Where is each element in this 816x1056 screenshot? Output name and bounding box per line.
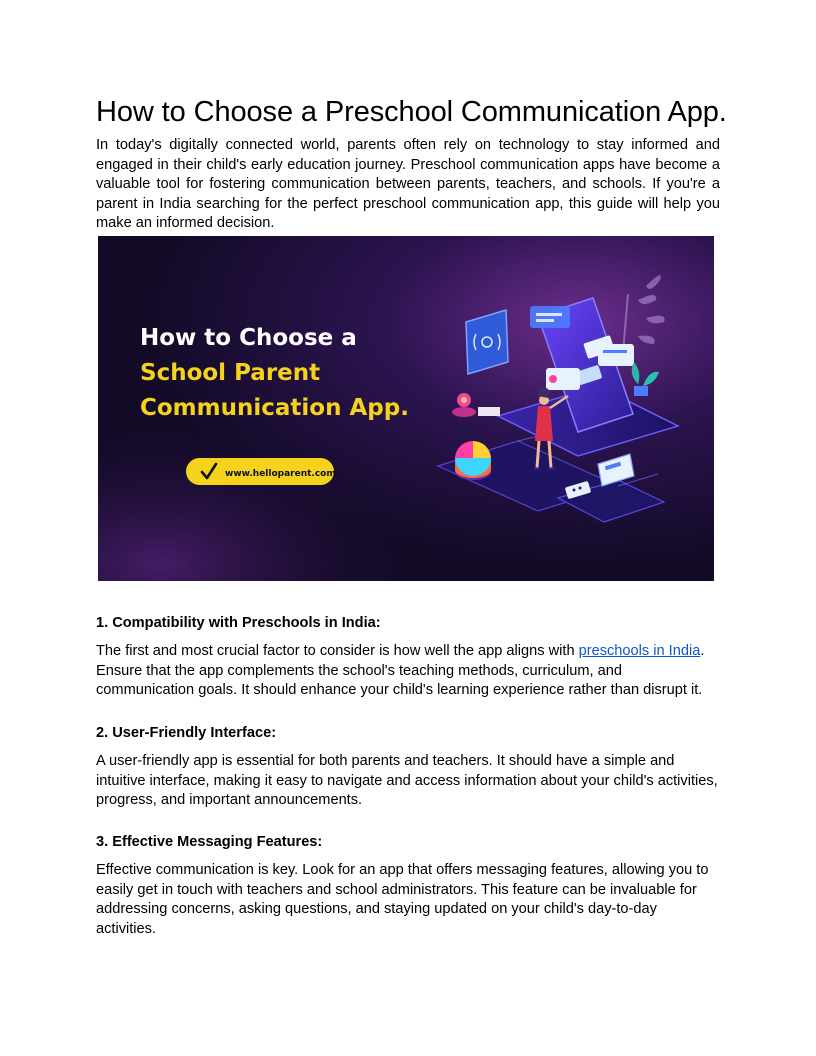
page-title: How to Choose a Preschool Communication App. bbox=[96, 96, 727, 128]
section-compatibility bbox=[96, 614, 720, 701]
intro-paragraph: In today's digitally connected world, parents often rely on technology to stay informed and engaged in their child's early education journey. Preschool communication apps have become a valuable tool for fostering communication between parents, teachers, and schools. If you're a parent in India searching for the perfect preschool communication app, this guide will help you make an informed decision. bbox=[96, 137, 720, 232]
section-paragraph bbox=[96, 642, 720, 701]
section-heading: 1. Compatibility with Preschools in India: bbox=[96, 615, 381, 631]
banner-headline-line2: School Parent bbox=[140, 360, 321, 386]
section-user-friendly bbox=[96, 724, 720, 811]
section-text: The first and most crucial factor to consider is how well the app aligns with bbox=[96, 643, 579, 659]
section-messaging bbox=[96, 833, 720, 939]
section-paragraph: Effective communication is key. Look for an app that offers messaging features, allowing you to easily get in touch with teachers and school administrators. This feature can be invaluable for addressing concerns, asking questions, and staying updated on your child's day-to-day activities. bbox=[96, 862, 709, 937]
banner-headline-line1: How to Choose a bbox=[140, 325, 357, 351]
preschools-in-india-link[interactable]: preschools in India bbox=[578, 643, 701, 659]
section-heading: 2. User-Friendly Interface: bbox=[96, 725, 277, 741]
broadcast-icon bbox=[466, 310, 508, 374]
chat-card-icon bbox=[598, 344, 634, 366]
pie-chart-icon bbox=[455, 441, 491, 480]
url-pill bbox=[186, 458, 336, 485]
banner-headline-line3: Communication App. bbox=[140, 395, 409, 421]
banner-image bbox=[98, 236, 714, 581]
section-text: . Ensure that the app complements the school's teaching methods, curriculum, and communication goals. It should enhance your child's learning experience rather than disrupt it. bbox=[96, 643, 705, 699]
chat-card-icon bbox=[530, 306, 570, 328]
section-heading: 3. Effective Messaging Features: bbox=[96, 834, 323, 850]
section-paragraph: A user-friendly app is essential for both parents and teachers. It should have a simple and intuitive interface, making it easy to navigate and access information about your child's activities, progress, and important announcements. bbox=[96, 753, 718, 809]
url-pill-text: www.helloparent.com bbox=[225, 469, 336, 479]
